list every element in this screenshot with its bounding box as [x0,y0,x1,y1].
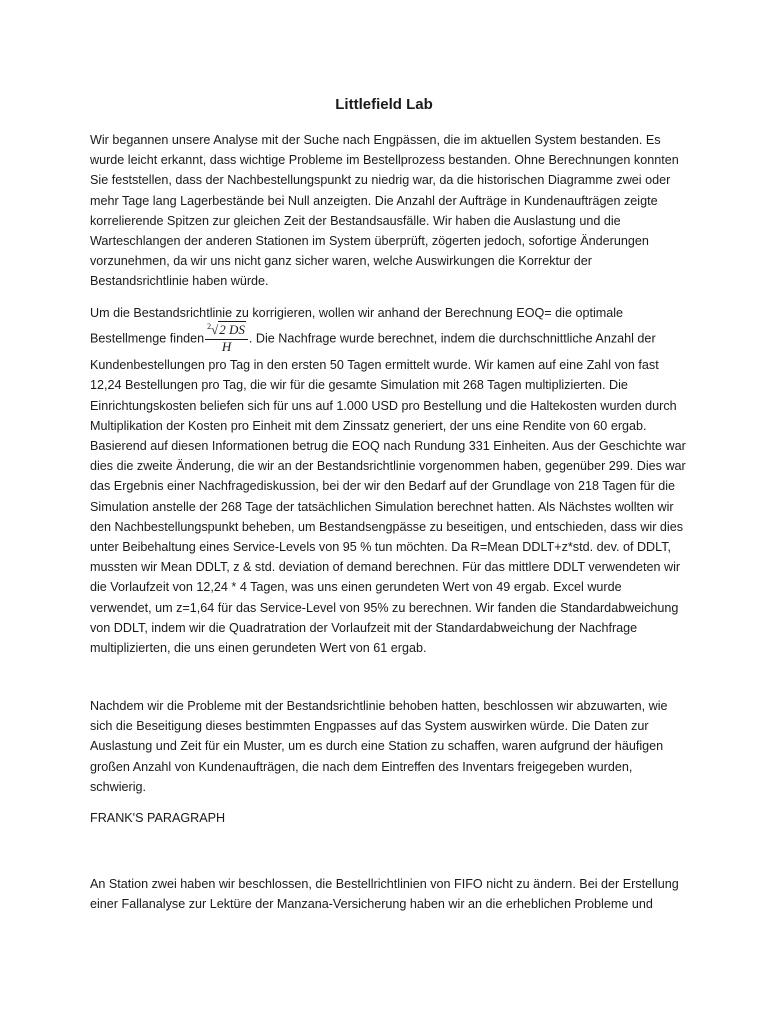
formula-trail-text: . Die Nachfrage wurde berechnet, indem die durchschnittliche Anzahl der [248,331,656,346]
formula-numerator [205,323,248,339]
radical-sign-icon: √ [211,322,219,338]
paragraph-2-body: Kundenbestellungen pro Tag in den ersten 50 Tagen ermittelt wurde. Wir kamen auf eine Zahl von fast 12,24 Bestellungen pro Tag, die wir für die gesamte Simulation mit 268 Tagen multiplizierten. Die Einrichtungskosten beliefen sich für uns auf 1.000 USD pro Bestellung und die Haltekosten wurden durch Multiplikation der Kosten pro Einheit mit dem Zinssatz generiert, der uns eine Rendite von 60 ergab. Basierend auf diesen Informationen betrug die EOQ nach Rundung 331 Einheiten. Aus der Geschichte war dies die zweite Änderung, die wir an der Bestandsrichtlinie vorgenommen haben, gegenüber 299. Dies war das Ergebnis einer Nachfragediskussion, bei der wir den Bedarf auf der Grundlage von 218 Tagen für die Simulation anstelle der 268 Tage der tatsächlichen Simulation berechnet hatten. Als Nächstes wollten wir den Nachbestellungspunkt beheben, um Bestandsengpässe zu beseitigen, und entschieden, dass wir dies unter Beibehaltung eines Service-Levels von 95 % tun möchten. Da R=Mean DDLT+z*std. dev. of DDLT, mussten wir Mean DDLT, z & std. deviation of demand berechnen. Für das mittlere DDLT verwendeten wir die Vorlaufzeit von 12,24 * 4 Tagen, was uns einen gerundeten Wert von 49 ergab. Excel wurde verwendet, um z=1,64 für das Service-Level von 95% zu berechnen. Wir fanden die Standardabweichung von DDLT, indem wir die Quadratration der Vorlaufzeit mit der Standardabweichung der Nachfrage multiplizierten, die uns einen gerundeten Wert von 61 ergab. [90,358,686,656]
section-heading: FRANK'S PARAGRAPH [90,811,226,825]
paragraph-2 [90,303,686,658]
formula-numerator-text: 2 DS [219,322,245,338]
formula-denominator: H [221,339,232,355]
paragraph-1: Wir begannen unsere Analyse mit der Suche nach Engpässen, die im aktuellen System bestanden. Es wurde leicht erkannt, dass wichtige Probleme im Bestellprozess bestanden. Ohne Berechnungen konnten Sie feststellen, dass der Nachbestellungspunkt zu niedrig war, da die historischen Diagramme zwei oder mehr Tage lang Lagerbestände bei Null anzeigten. Die Anzahl der Aufträge in Kundenaufträgen zeigte korrelierende Spitzen zur gleichen Zeit der Bestandsausfälle. Wir haben die Auslastung und die Warteschlangen der anderen Stationen im System überprüft, zögerten jedoch, sofortige Änderungen vorzunehmen, da wir uns nicht ganz sicher waren, welche Auswirkungen die Korrektur der Bestandsrichtlinie haben würde. [90,133,679,289]
paragraph-2-line-1: Um die Bestandsrichtlinie zu korrigieren, wollen wir anhand der Berechnung EOQ= die optimale [90,306,624,320]
paragraph-3: Nachdem wir die Probleme mit der Bestandsrichtlinie behoben hatten, beschlossen wir abzuwarten, wie sich die Beseitigung dieses bestimmten Engpasses auf das System auswirken würde. Die Daten zur Auslastung und Zeit für ein Muster, um es durch eine Station zu schaffen, waren aufgrund der häufigen großen Anzahl von Kundenaufträgen, die nach dem Eintreffen des Inventars freigegeben wurden, schwierig. [90,699,668,794]
document-title: Littlefield Lab [335,96,433,113]
formula-root-index: 2 [207,322,212,332]
paragraph-4: An Station zwei haben wir beschlossen, die Bestellrichtlinien von FIFO nicht zu ändern. Bei der Erstellung einer Fallanalyse zur Lektüre der Manzana-Versicherung haben wir an die erheblichen Probleme und [90,877,679,912]
formula-lead-text: Bestellmenge finden [90,331,205,346]
formula-line [90,323,686,353]
eoq-formula [205,323,248,354]
